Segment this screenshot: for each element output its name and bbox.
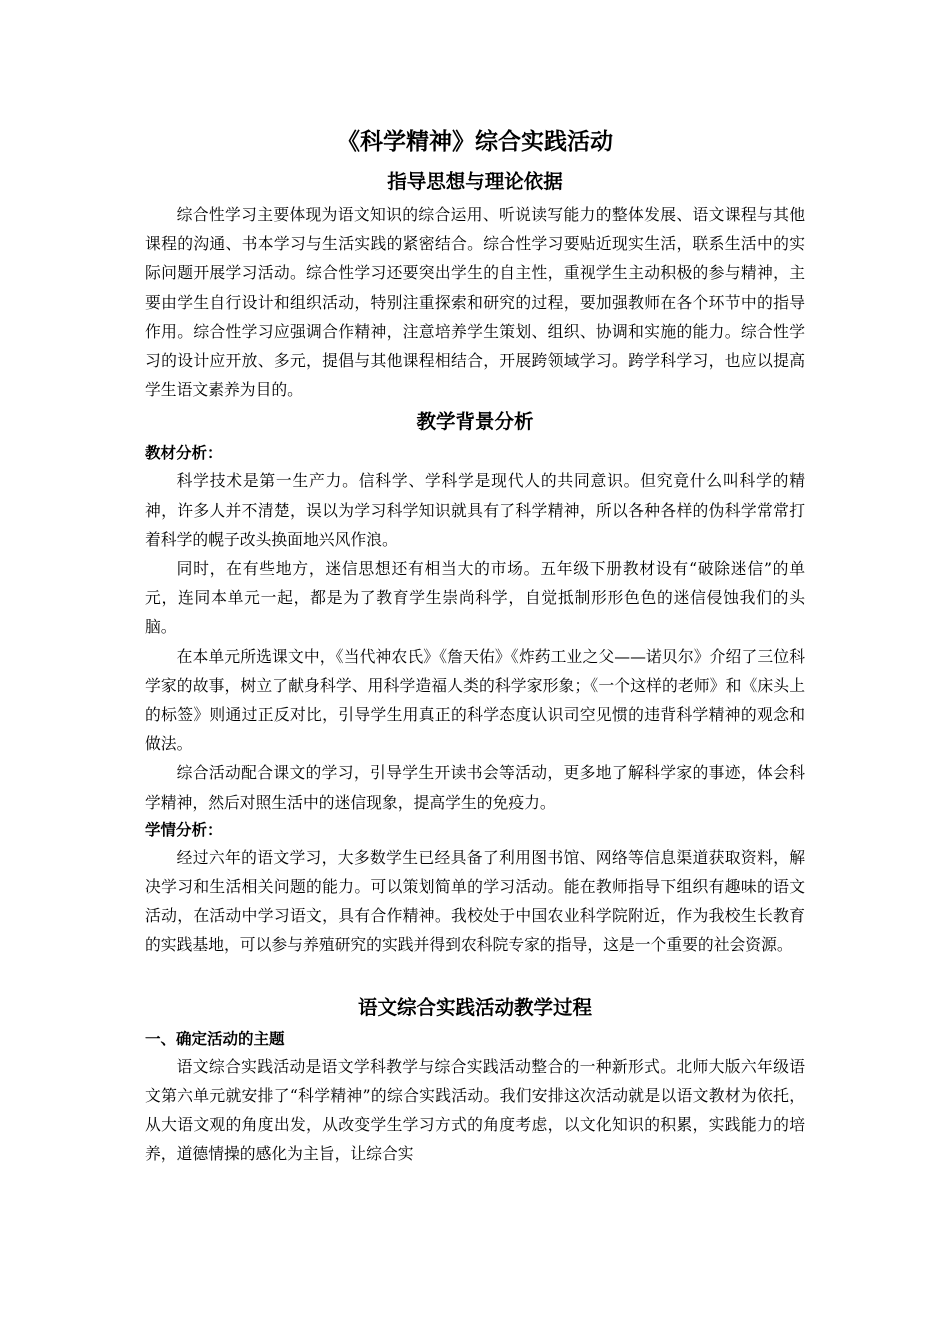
paragraph: 综合活动配合课文的学习，引导学生开读书会等活动，更多地了解科学家的事迹，体会科学精神，然后对照生活中的迷信现象，提高学生的免疫力。 [145, 763, 805, 812]
paragraph: 经过六年的语文学习，大多数学生已经具备了利用图书馆、网络等信息渠道获取资料，解决学习和生活相关问题的能力。可以策划简单的学习活动。能在教师指导下组织有趣味的语文活动，在活动中学习语文，具有合作精神。我校处于中国农业科学院附近，作为我校生长教育的实践基地，可以参与养殖研究的实践并得到农科院专家的指导，这是一个重要的社会资源。 [145, 847, 805, 955]
subheading-textbook-analysis: 教材分析： [145, 444, 223, 463]
document-title: 《科学精神》综合实践活动 [337, 129, 613, 155]
paragraph: 语文综合实践活动是语文学科教学与综合实践活动整合的一种新形式。北师大版六年级语文第六单元就安排了“科学精神”的综合实践活动。我们安排这次活动就是以语文教材为依托，从大语文观的角度出发，从改变学生学习方式的角度考虑，以文化知识的积累，实践能力的培养，道德情操的感化为主旨，让综合实 [145, 1056, 805, 1164]
subheading-student-analysis: 学情分析： [145, 820, 223, 839]
document-page [145, 120, 805, 1168]
subheading-determine-theme: 一、确定活动的主题 [145, 1029, 285, 1048]
section-heading-guiding-thought: 指导思想与理论依据 [387, 170, 563, 193]
paragraph: 科学技术是第一生产力。信科学、学科学是现代人的共同意识。但究竟什么叫科学的精神，许多人并不清楚，误以为学习科学知识就具有了科学精神，所以各种各样的伪科学常常打着科学的幌子改头换面地兴风作浪。 [145, 471, 805, 549]
section-heading-background-analysis: 教学背景分析 [416, 410, 534, 434]
paragraph: 综合性学习主要体现为语文知识的综合运用、听说读写能力的整体发展、语文课程与其他课程的沟通、书本学习与生活实践的紧密结合。综合性学习要贴近现实生活，联系生活中的实际问题开展学习活动。综合性学习还要突出学生的自主性，重视学生主动积极的参与精神，主要由学生自行设计和组织活动，特别注重探索和研究的过程，要加强教师在各个环节中的指导作用。综合性学习应强调合作精神，注意培养学生策划、组织、协调和实施的能力。综合性学习的设计应开放、多元，提倡与其他课程相结合，开展跨领域学习。跨学科学习，也应以提高学生语文素养为目的。 [145, 205, 805, 400]
paragraph: 同时，在有些地方，迷信思想还有相当大的市场。五年级下册教材设有“破除迷信”的单元，连同本单元一起，都是为了教育学生崇尚科学，自觉抵制形形色色的迷信侵蚀我们的头脑。 [145, 559, 805, 637]
paragraph: 在本单元所选课文中，《当代神农氏》《詹天佑》《炸药工业之父——诺贝尔》介绍了三位科学家的故事，树立了献身科学、用科学造福人类的科学家形象；《一个这样的老师》和《床头上的标签》则通过正反对比，引导学生用真正的科学态度认识司空见惯的违背科学精神的观念和做法。 [145, 646, 805, 754]
section-heading-teaching-process: 语文综合实践活动教学过程 [357, 995, 592, 1019]
